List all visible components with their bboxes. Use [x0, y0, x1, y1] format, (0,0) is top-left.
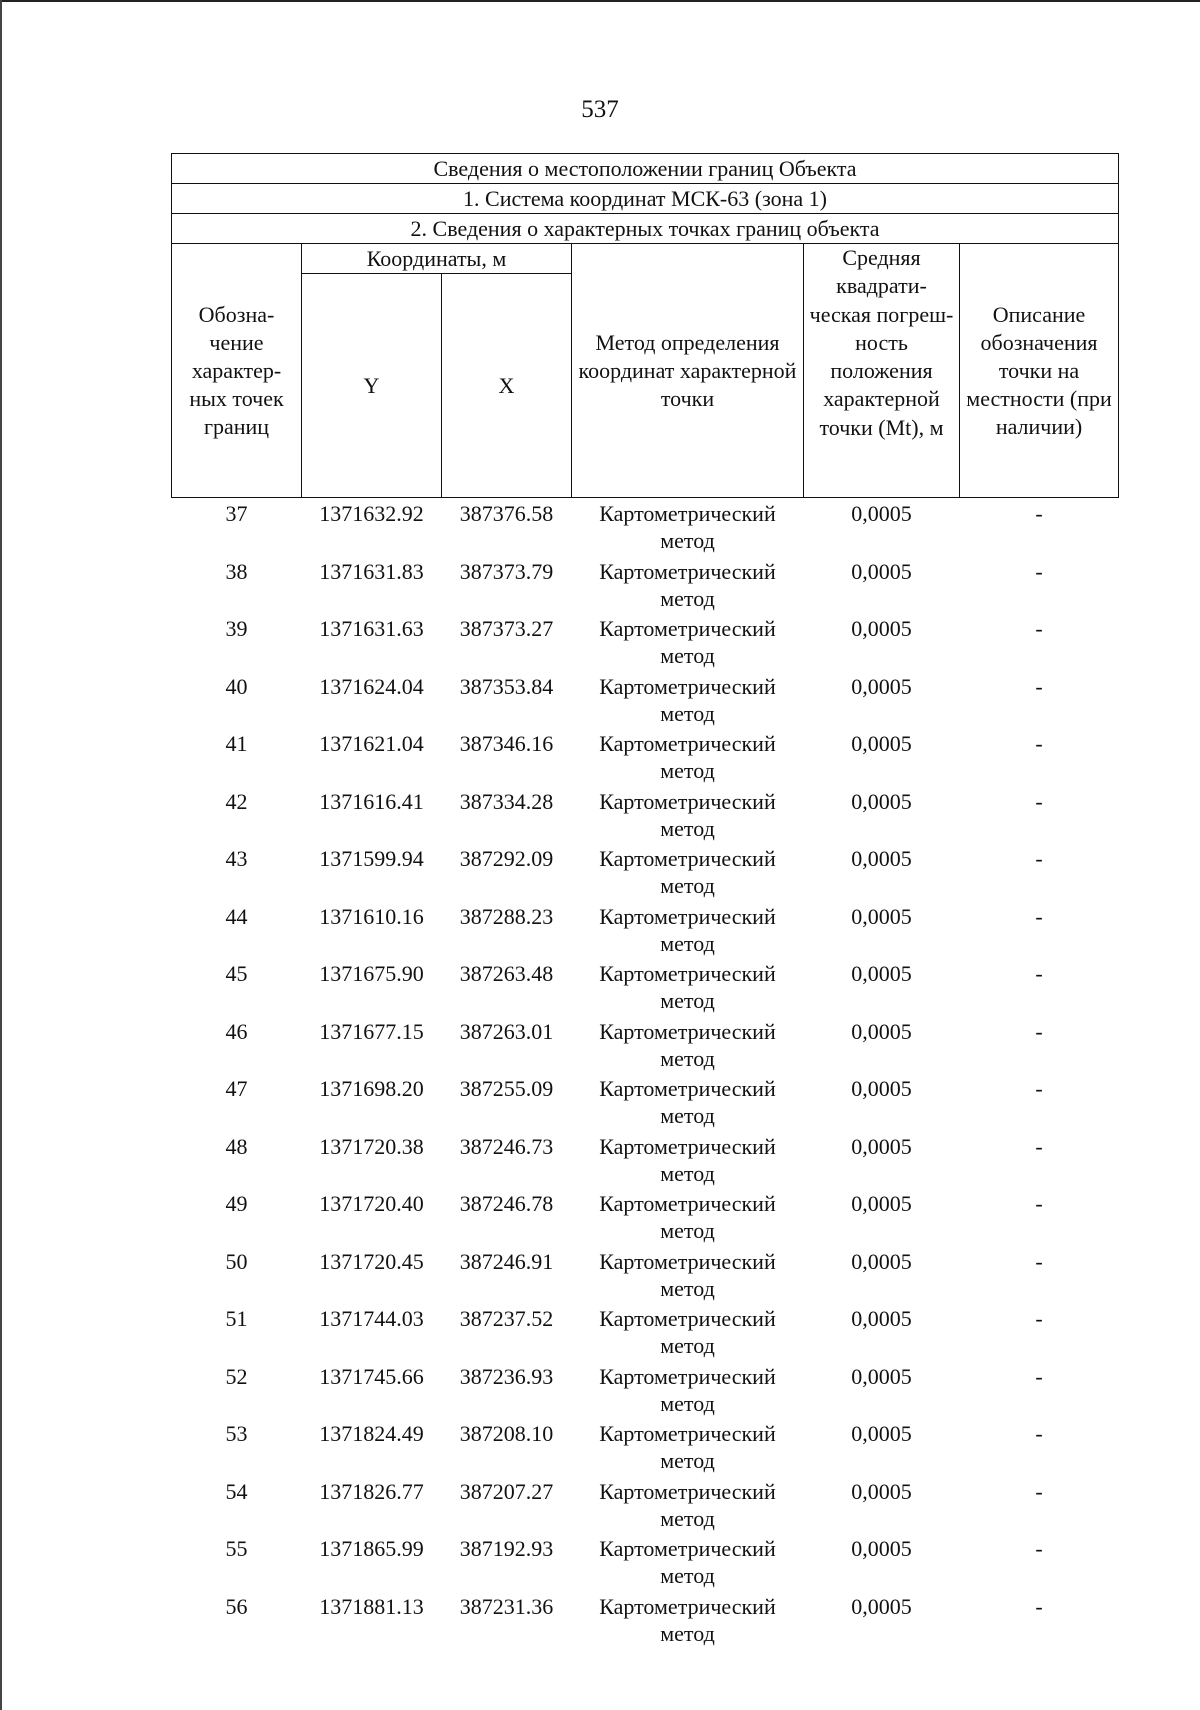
cell-coordinate-y: 1371826.77: [319, 1478, 424, 1504]
cell-coordinate-y: 1371632.92: [319, 501, 424, 526]
cell-method: Картометрический метод: [599, 1076, 776, 1128]
table-row: [172, 1304, 1119, 1362]
cell-point-number: 48: [225, 1133, 248, 1159]
cell-description: -: [1035, 1536, 1043, 1561]
cell-coordinate-x: 387263.48: [459, 961, 554, 986]
cell-coordinate-y: 1371865.99: [319, 1536, 424, 1561]
cell-method: Картометрический метод: [599, 1191, 776, 1243]
cell-point-number: 49: [225, 1191, 248, 1216]
cell-method: Картометрический метод: [599, 961, 776, 1013]
cell-description: -: [1035, 1478, 1043, 1504]
cell-method: Картометрический метод: [599, 903, 776, 956]
coordinate-system-heading: 1. Система координат МСК-63 (зона 1): [172, 184, 1119, 214]
cell-mean-square-error: 0,0005: [851, 1536, 912, 1561]
cell-coordinate-x: 387236.93: [459, 1363, 554, 1389]
cell-description: -: [1035, 1191, 1043, 1216]
cell-description: -: [1035, 673, 1043, 699]
cell-coordinate-y: 1371631.63: [319, 616, 424, 641]
cell-point-number: 50: [225, 1248, 248, 1274]
cell-coordinate-y: 1371675.90: [319, 961, 424, 986]
table-body: [172, 498, 1119, 1650]
cell-method: Картометрический метод: [599, 1018, 776, 1071]
table-row: [172, 498, 1119, 557]
cell-coordinate-y: 1371744.03: [319, 1306, 424, 1331]
cell-mean-square-error: 0,0005: [851, 1363, 912, 1389]
cell-method: Картометрический метод: [599, 788, 776, 841]
cell-method: Картометрический метод: [599, 731, 776, 783]
table-row: [172, 672, 1119, 730]
cell-method: Картометрический метод: [599, 1248, 776, 1301]
cell-point-number: 52: [225, 1363, 248, 1389]
cell-method: Картометрический метод: [599, 1478, 776, 1531]
cell-description: -: [1035, 903, 1043, 929]
table-row: [172, 959, 1119, 1017]
cell-mean-square-error: 0,0005: [851, 1593, 912, 1619]
table-row: [172, 1132, 1119, 1190]
cell-coordinate-x: 387231.36: [459, 1593, 554, 1619]
cell-point-number: 39: [225, 616, 248, 641]
cell-method: Картометрический метод: [599, 1133, 776, 1186]
cell-coordinate-y: 1371720.38: [319, 1133, 424, 1159]
cell-method: Картометрический метод: [599, 558, 776, 611]
cell-mean-square-error: 0,0005: [851, 788, 912, 814]
cell-coordinate-x: 387263.01: [459, 1018, 554, 1044]
cell-point-number: 55: [225, 1536, 248, 1561]
cell-description: -: [1035, 1133, 1043, 1159]
header-y: Y: [302, 274, 442, 498]
cell-point-number: 42: [225, 788, 248, 814]
cell-description: -: [1035, 1593, 1043, 1619]
cell-coordinate-x: 387255.09: [459, 1076, 554, 1101]
cell-mean-square-error: 0,0005: [851, 1018, 912, 1044]
cell-method: Картометрический метод: [599, 1421, 776, 1473]
cell-description: -: [1035, 1421, 1043, 1446]
cell-coordinate-y: 1371599.94: [319, 846, 424, 871]
boundary-points-table: [171, 153, 1119, 1649]
cell-coordinate-x: 387192.93: [459, 1536, 554, 1561]
cell-coordinate-y: 1371621.04: [319, 731, 424, 756]
cell-coordinate-y: 1371745.66: [319, 1363, 424, 1389]
cell-point-number: 43: [225, 846, 248, 871]
table-row: [172, 1017, 1119, 1075]
cell-coordinate-y: 1371624.04: [319, 673, 424, 699]
cell-coordinate-x: 387208.10: [459, 1421, 554, 1446]
cell-point-number: 40: [225, 673, 248, 699]
cell-description: -: [1035, 961, 1043, 986]
cell-description: -: [1035, 788, 1043, 814]
cell-point-number: 54: [225, 1478, 248, 1504]
table-header: [172, 154, 1119, 498]
cell-mean-square-error: 0,0005: [851, 961, 912, 986]
cell-coordinate-y: 1371720.40: [319, 1191, 424, 1216]
cell-coordinate-x: 387207.27: [459, 1478, 554, 1504]
cell-point-number: 38: [225, 558, 248, 584]
cell-mean-square-error: 0,0005: [851, 673, 912, 699]
table-row: [172, 557, 1119, 615]
cell-point-number: 56: [225, 1593, 248, 1619]
table-row: [172, 1477, 1119, 1535]
cell-coordinate-x: 387246.91: [459, 1248, 554, 1274]
cell-mean-square-error: 0,0005: [851, 1076, 912, 1101]
cell-description: -: [1035, 501, 1043, 526]
header-point-description: Описание обозначения точки на местности (при наличии): [960, 244, 1119, 498]
cell-point-number: 53: [225, 1421, 248, 1446]
header-x: X: [442, 274, 572, 498]
cell-mean-square-error: 0,0005: [851, 1133, 912, 1159]
cell-mean-square-error: 0,0005: [851, 558, 912, 584]
page-number: 537: [581, 96, 619, 123]
cell-method: Картометрический метод: [599, 1593, 776, 1646]
cell-coordinate-x: 387237.52: [459, 1306, 554, 1331]
cell-coordinate-y: 1371720.45: [319, 1248, 424, 1274]
cell-coordinate-y: 1371610.16: [319, 903, 424, 929]
cell-coordinate-x: 387292.09: [459, 846, 554, 871]
cell-description: -: [1035, 558, 1043, 584]
table-row: [172, 1592, 1119, 1650]
table-row: [172, 1534, 1119, 1592]
cell-description: -: [1035, 1248, 1043, 1274]
table-row: [172, 729, 1119, 787]
table-row: [172, 902, 1119, 960]
cell-description: -: [1035, 1363, 1043, 1389]
table-row: [172, 1189, 1119, 1247]
cell-point-number: 51: [225, 1306, 248, 1331]
cell-coordinate-x: 387246.78: [459, 1191, 554, 1216]
table-row: [172, 1074, 1119, 1132]
cell-method: Картометрический метод: [599, 616, 776, 668]
cell-description: -: [1035, 1306, 1043, 1331]
cell-description: -: [1035, 1076, 1043, 1101]
cell-coordinate-x: 387353.84: [459, 673, 554, 699]
cell-method: Картометрический метод: [599, 673, 776, 726]
cell-description: -: [1035, 1018, 1043, 1044]
cell-mean-square-error: 0,0005: [851, 1478, 912, 1504]
header-point-designation: Обозна- чение характер- ных точек границ: [172, 244, 302, 498]
cell-mean-square-error: 0,0005: [851, 1306, 912, 1331]
cell-point-number: 45: [225, 961, 248, 986]
cell-method: Картометрический метод: [599, 1306, 776, 1358]
cell-point-number: 41: [225, 731, 248, 756]
cell-mean-square-error: 0,0005: [851, 616, 912, 641]
header-coordinates: Координаты, м: [302, 244, 572, 274]
cell-method: Картометрический метод: [599, 1536, 776, 1588]
cell-coordinate-y: 1371824.49: [319, 1421, 424, 1446]
cell-coordinate-x: 387346.16: [459, 731, 554, 756]
cell-coordinate-y: 1371881.13: [319, 1593, 424, 1619]
cell-mean-square-error: 0,0005: [851, 1248, 912, 1274]
header-method: Метод определения координат характерной точки: [572, 244, 804, 498]
cell-coordinate-x: 387288.23: [459, 903, 554, 929]
cell-mean-square-error: 0,0005: [851, 903, 912, 929]
header-mean-square-error: Средняя квадрати- ческая погреш- ность положения характерной точки (Mt), м: [804, 244, 960, 498]
cell-method: Картометрический метод: [599, 501, 776, 553]
table-row: [172, 614, 1119, 672]
cell-coordinate-x: 387376.58: [459, 501, 554, 526]
cell-coordinate-x: 387373.27: [459, 616, 554, 641]
table-row: [172, 844, 1119, 902]
cell-coordinate-y: 1371631.83: [319, 558, 424, 584]
table-row: [172, 1419, 1119, 1477]
cell-mean-square-error: 0,0005: [851, 1191, 912, 1216]
table-row: [172, 787, 1119, 845]
table-title: Сведения о местоположении границ Объекта: [172, 154, 1119, 184]
cell-mean-square-error: 0,0005: [851, 731, 912, 756]
cell-method: Картометрический метод: [599, 1363, 776, 1416]
scan-edge-left: [0, 0, 2, 1710]
cell-coordinate-x: 387334.28: [459, 788, 554, 814]
cell-method: Картометрический метод: [599, 846, 776, 898]
cell-mean-square-error: 0,0005: [851, 1421, 912, 1446]
points-heading: 2. Сведения о характерных точках границ объекта: [172, 214, 1119, 244]
cell-description: -: [1035, 731, 1043, 756]
cell-coordinate-x: 387246.73: [459, 1133, 554, 1159]
cell-mean-square-error: 0,0005: [851, 846, 912, 871]
cell-coordinate-y: 1371698.20: [319, 1076, 424, 1101]
cell-description: -: [1035, 846, 1043, 871]
cell-point-number: 44: [225, 903, 248, 929]
cell-description: -: [1035, 616, 1043, 641]
cell-coordinate-x: 387373.79: [459, 558, 554, 584]
cell-coordinate-y: 1371677.15: [319, 1018, 424, 1044]
cell-point-number: 46: [225, 1018, 248, 1044]
table-row: [172, 1247, 1119, 1305]
cell-point-number: 47: [225, 1076, 248, 1101]
table-row: [172, 1362, 1119, 1420]
cell-coordinate-y: 1371616.41: [319, 788, 424, 814]
cell-mean-square-error: 0,0005: [851, 501, 912, 526]
cell-point-number: 37: [225, 501, 248, 526]
scan-edge-top: [0, 0, 1200, 2]
